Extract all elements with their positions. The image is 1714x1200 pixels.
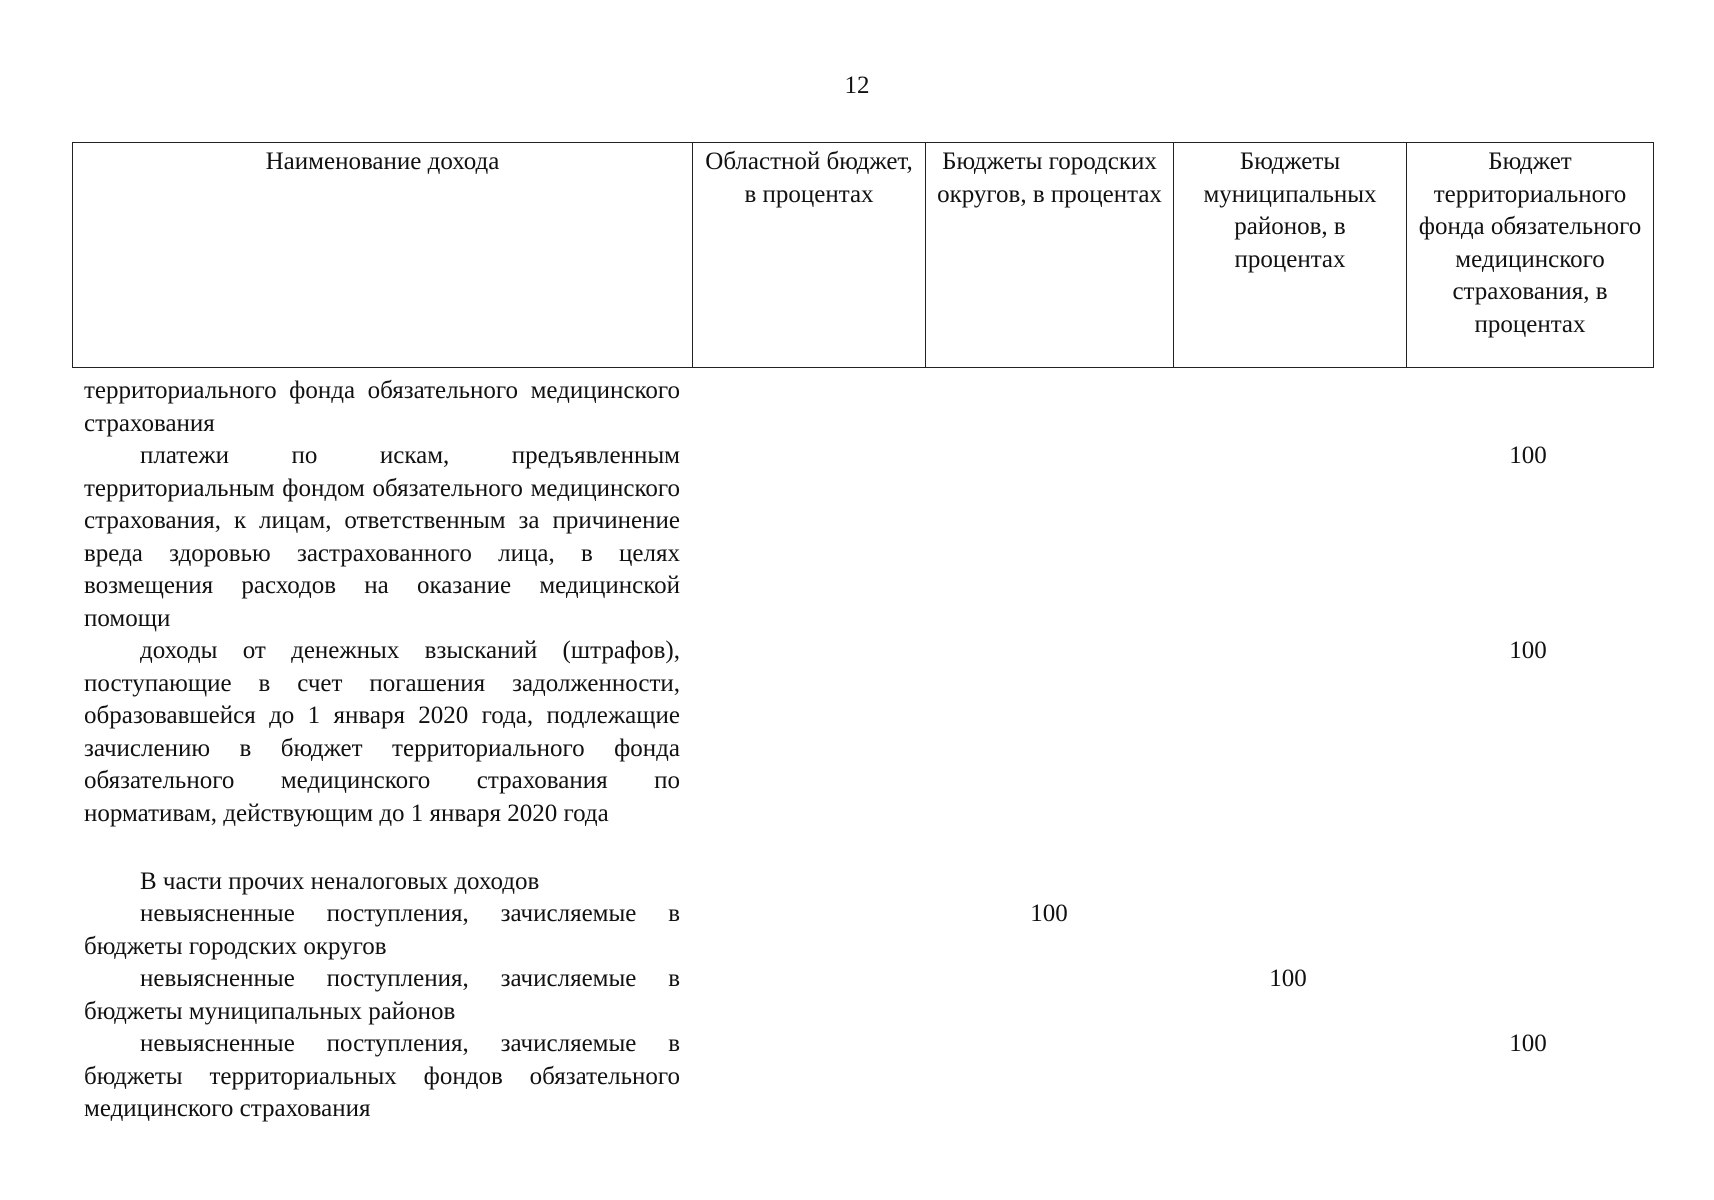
section-heading: В части прочих неналоговых доходов: [140, 868, 540, 895]
territorial-fund-value: 100: [1509, 442, 1547, 469]
header-municipal-district-budgets: Бюджеты муниципальных районов, в процентах: [1174, 143, 1407, 368]
municipal-district-value: 100: [1269, 965, 1307, 992]
territorial-fund-value: 100: [1509, 1030, 1547, 1057]
city-district-value: 100: [1030, 900, 1068, 927]
income-description: территориального фонда обязательного медицинского страхования: [84, 377, 680, 437]
territorial-fund-value: 100: [1509, 637, 1547, 664]
header-income-name: Наименование дохода: [73, 143, 693, 368]
header-city-district-budgets: Бюджеты городских округов, в процентах: [926, 143, 1174, 368]
income-description: невыясненные поступления, зачисляемые в бюджеты территориальных фондов обязательного медицинского страхования: [84, 1030, 680, 1122]
income-description: невыясненные поступления, зачисляемые в бюджеты муниципальных районов: [84, 965, 680, 1025]
income-description: невыясненные поступления, зачисляемые в бюджеты городских округов: [84, 900, 680, 960]
header-regional-budget: Областной бюджет, в процентах: [693, 143, 926, 368]
income-description: доходы от денежных взысканий (штрафов), поступающие в счет погашения задолженности, образовавшейся до 1 января 2020 года, подлежащие зачислению в бюджет территориального фонда обязательного медицинского страхования по нормативам, действующим до 1 января 2020 года: [84, 637, 680, 827]
header-territorial-fund-budget: Бюджет территориального фонда обязательного медицинского страхования, в процентах: [1407, 143, 1654, 368]
income-table-header: [72, 142, 1654, 368]
income-description: платежи по искам, предъявленным территориальным фондом обязательного медицинского страхования, к лицам, ответственным за причинение вреда здоровью застрахованного лица, в целях возмещения расходов на оказание медицинской помощи: [84, 442, 680, 632]
page-number: 12: [844, 72, 870, 99]
